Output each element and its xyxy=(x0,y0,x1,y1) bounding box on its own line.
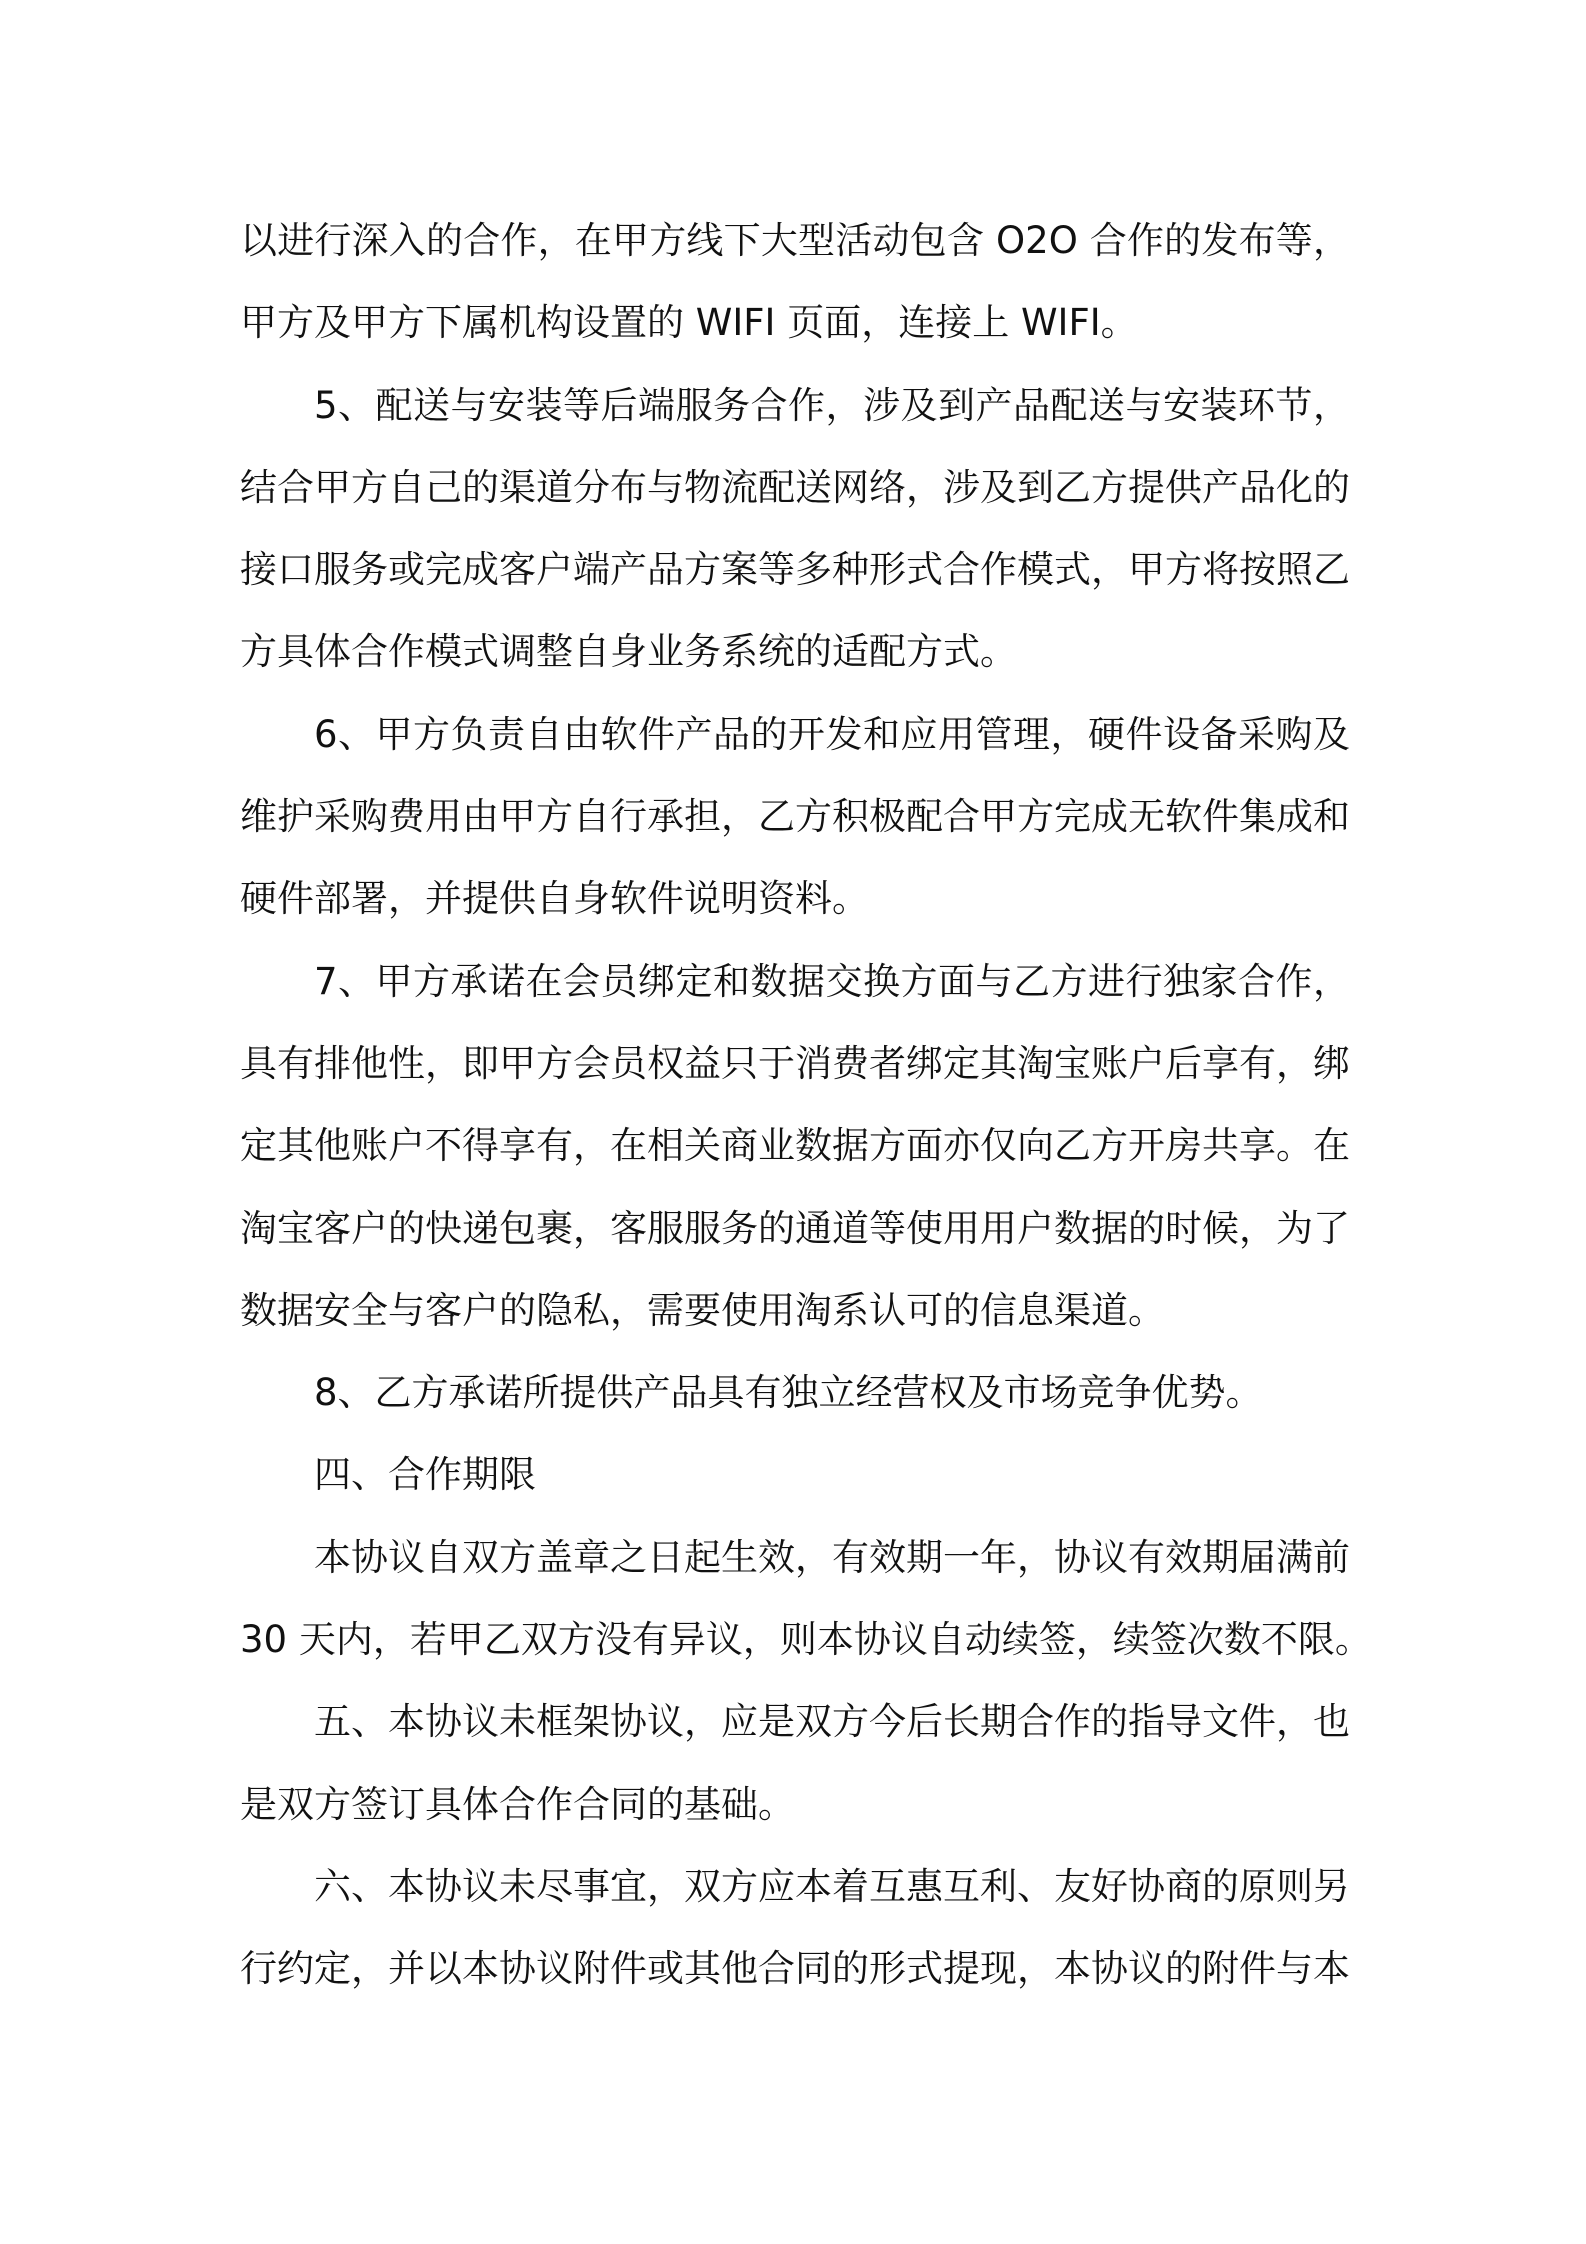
text-line: 具有排他性，即甲方会员权益只于消费者绑定其淘宝账户后享有，绑 xyxy=(240,1041,1350,1085)
text-line: 8、乙方承诺所提供产品具有独立经营权及市场竞争优势。 xyxy=(314,1371,1263,1415)
text-line: 定其他账户不得享有，在相关商业数据方面亦仅向乙方开房共享。在 xyxy=(240,1124,1350,1168)
text-line: 5、配送与安装等后端服务合作，涉及到产品配送与安装环节， xyxy=(314,383,1350,427)
text-line: 方具体合作模式调整自身业务系统的适配方式。 xyxy=(240,630,1017,674)
text-line: 接口服务或完成客户端产品方案等多种形式合作模式，甲方将按照乙 xyxy=(240,548,1350,592)
text-line: 结合甲方自己的渠道分布与物流配送网络，涉及到乙方提供产品化的 xyxy=(240,465,1350,509)
text-line: 数据安全与客户的隐私，需要使用淘系认可的信息渠道。 xyxy=(240,1288,1165,1332)
text-line: 以进行深入的合作，在甲方线下大型活动包含 O2O 合作的发布等， xyxy=(240,219,1350,262)
text-line: 硬件部署，并提供自身软件说明资料。 xyxy=(240,877,869,921)
text-line: 是双方签订具体合作合同的基础。 xyxy=(240,1782,795,1826)
text-line: 30 天内，若甲乙双方没有异议，则本协议自动续签，续签次数不限。 xyxy=(240,1618,1372,1662)
text-line: 甲方及甲方下属机构设置的 WIFI 页面，连接上 WIFI。 xyxy=(240,301,1138,345)
text-line: 五、本协议未框架协议，应是双方今后长期合作的指导文件，也 xyxy=(314,1700,1350,1744)
text-line: 六、本协议未尽事宜，双方应本着互惠互利、友好协商的原则另 xyxy=(314,1864,1350,1908)
text-line: 6、甲方负责自由软件产品的开发和应用管理，硬件设备采购及 xyxy=(314,712,1350,756)
text-line: 四、合作期限 xyxy=(314,1453,536,1497)
text-line: 淘宝客户的快递包裹，客服服务的通道等使用用户数据的时候，为了 xyxy=(240,1206,1350,1250)
text-line: 维护采购费用由甲方自行承担，乙方积极配合甲方完成无软件集成和 xyxy=(240,795,1350,839)
text-line: 7、甲方承诺在会员绑定和数据交换方面与乙方进行独家合作， xyxy=(314,959,1350,1003)
text-line: 本协议自双方盖章之日起生效，有效期一年，协议有效期届满前 xyxy=(314,1535,1350,1579)
text-line: 行约定，并以本协议附件或其他合同的形式提现，本协议的附件与本 xyxy=(240,1947,1350,1991)
document-body xyxy=(240,200,1372,2011)
